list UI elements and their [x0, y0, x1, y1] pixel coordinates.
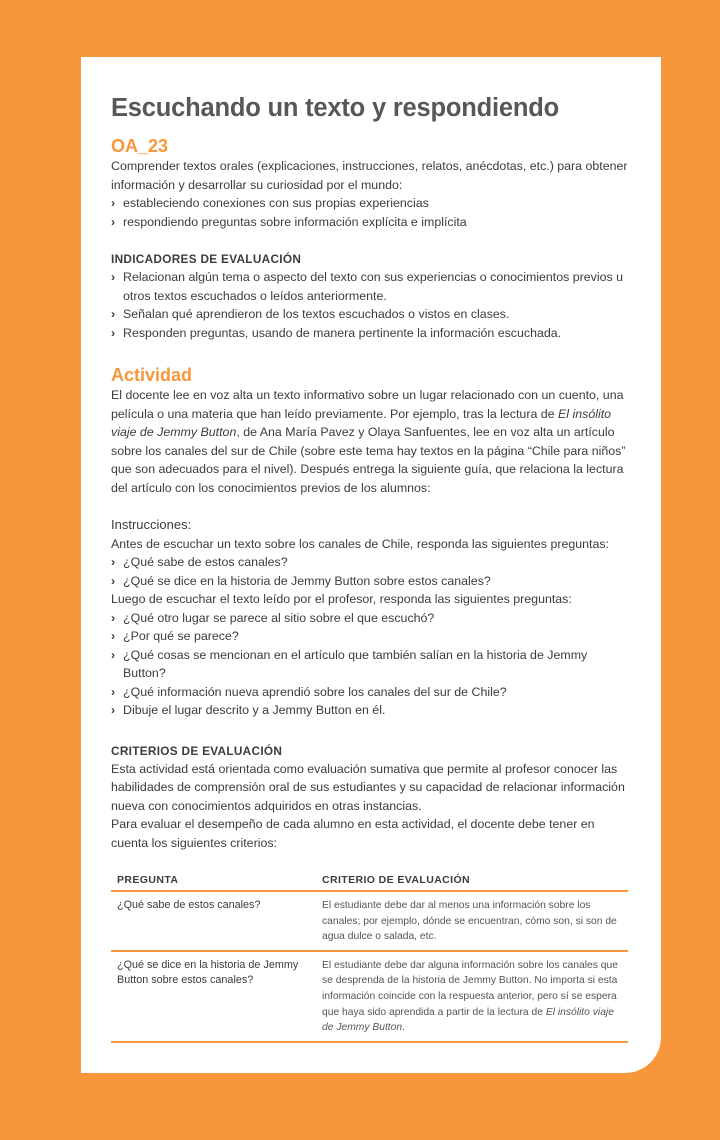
chevron-right-icon: › — [111, 325, 116, 340]
list-item — [111, 305, 631, 324]
question-cell: ¿Qué se dice en la historia de Jemmy Button sobre estos canales? — [111, 951, 316, 1042]
list-item — [111, 194, 631, 213]
list-item — [111, 324, 631, 343]
activity-heading: Actividad — [111, 365, 193, 385]
instructions-heading: Instrucciones: — [111, 517, 192, 532]
list-item — [111, 553, 631, 572]
activity-paragraph — [111, 386, 631, 497]
indicators-heading: INDICADORES DE EVALUACIÓN — [111, 252, 302, 266]
table-row — [111, 891, 628, 951]
list-item — [111, 627, 631, 646]
chevron-right-icon: › — [111, 610, 116, 625]
objective-text: Comprender textos orales (explicaciones, instrucciones, relatos, anécdotas, etc.) para obtener información y desarrollar su curiosidad por el mundo: — [111, 159, 628, 192]
objective-list — [111, 194, 631, 231]
question-cell: ¿Qué sabe de estos canales? — [111, 891, 316, 951]
chevron-right-icon: › — [111, 555, 116, 569]
list-item-text: ¿Qué otro lugar se parece al sitio sobre el que escuchó? — [123, 610, 435, 625]
list-item-text: Dibuje el lugar descrito y a Jemmy Button en él. — [123, 703, 386, 717]
list-item-text: ¿Qué información nueva aprendió sobre los canales del sur de Chile? — [123, 684, 507, 699]
criterion-cell — [316, 951, 628, 1042]
instructions-before-intro: Antes de escuchar un texto sobre los canales de Chile, responda las siguientes preguntas: — [111, 536, 609, 551]
column-header-question: PREGUNTA — [111, 872, 316, 891]
list-item — [111, 213, 631, 232]
list-item — [111, 268, 631, 305]
content-card — [81, 57, 661, 1073]
list-item — [111, 701, 631, 720]
table-row — [111, 951, 628, 1042]
criteria-heading: CRITERIOS DE EVALUACIÓN — [111, 743, 283, 758]
list-item-text: Relacionan algún tema o aspecto del texto con sus experiencias o conocimientos previos u otros textos escuchados o leídos anteriormente. — [123, 270, 624, 303]
book-title: El insólito viaje de Jemmy Button — [322, 1006, 614, 1034]
indicators-list — [111, 268, 631, 342]
column-header-criterion: CRITERIO DE EVALUACIÓN — [316, 872, 628, 891]
chevron-right-icon: › — [111, 647, 116, 662]
criterion-cell: El estudiante debe dar al menos una información sobre los canales; por ejemplo, dónde se encuentran, cómo son, si son de agua dulce o salada, etc. — [316, 891, 628, 951]
chevron-right-icon: › — [111, 573, 116, 588]
chevron-right-icon: › — [111, 214, 116, 229]
page-title: Escuchando un texto y respondiendo — [111, 94, 560, 122]
list-item-text: estableciendo conexiones con sus propias experiencias — [123, 196, 429, 210]
table-header-row — [111, 872, 628, 891]
chevron-right-icon: › — [111, 703, 116, 717]
criteria-paragraph-2: Para evaluar el desempeño de cada alumno en esta actividad, el docente debe tener en cuenta los siguientes criterios: — [111, 817, 595, 850]
list-item-text: ¿Qué cosas se mencionan en el artículo que también salían en la historia de Jemmy Button? — [123, 647, 588, 680]
criteria-paragraph-1: Esta actividad está orientada como evaluación sumativa que permite al profesor conocer las habilidades de comprensión oral de sus estudiantes y su capacidad de relacionar información nueva con conocimientos adquiridos en otras instancias. — [111, 761, 625, 813]
list-item — [111, 683, 631, 702]
list-item — [111, 646, 631, 683]
criterion-text-1: El estudiante debe dar alguna información sobre los canales que se desprenda de la historia de Jemmy Button. No importa si esta información coincide con la respuesta anterior, pero sí se espera que haya sido aprendida a partir de la lectura de — [322, 959, 618, 1018]
content — [111, 91, 631, 1043]
activity-text-2: , de Ana María Pavez y Olaya Sanfuentes, lee en voz alta un artículo sobre los canales del sur de Chile (sobre este tema hay textos en la página “Chile para niños” que son adecuados para el nivel). Después entrega la siguiente guía, que relaciona la lectura del artículo con los conocimientos previos de los alumnos: — [111, 425, 626, 495]
list-item-text: ¿Qué se dice en la historia de Jemmy Button sobre estos canales? — [123, 573, 491, 588]
list-item-text: Señalan qué aprendieron de los textos escuchados o vistos en clases. — [123, 307, 510, 321]
chevron-right-icon: › — [111, 196, 116, 210]
criterion-text-2: . — [402, 1022, 405, 1034]
list-item-text: Responden preguntas, usando de manera pertinente la información escuchada. — [123, 325, 562, 340]
list-item-text: ¿Qué sabe de estos canales? — [123, 555, 288, 569]
chevron-right-icon: › — [111, 307, 116, 321]
chevron-right-icon: › — [111, 270, 116, 284]
activity-text-1: El docente lee en voz alta un texto informativo sobre un lugar relacionado con un cuento, una película o una materia que han leído previamente. Por ejemplo, tras la lectura de — [111, 388, 624, 421]
chevron-right-icon: › — [111, 629, 116, 643]
instructions-after-intro: Luego de escuchar el texto leído por el profesor, responda las siguientes preguntas: — [111, 592, 572, 606]
before-questions-list — [111, 553, 631, 590]
list-item-text: respondiendo preguntas sobre información explícita e implícita — [123, 214, 467, 229]
oa-code: OA_23 — [111, 136, 169, 156]
list-item — [111, 609, 631, 628]
book-title: El insólito viaje de Jemmy Button — [111, 406, 612, 439]
after-questions-list — [111, 609, 631, 720]
criteria-table — [111, 872, 628, 1043]
chevron-right-icon: › — [111, 684, 116, 699]
list-item-text: ¿Por qué se parece? — [123, 629, 239, 643]
list-item — [111, 572, 631, 591]
